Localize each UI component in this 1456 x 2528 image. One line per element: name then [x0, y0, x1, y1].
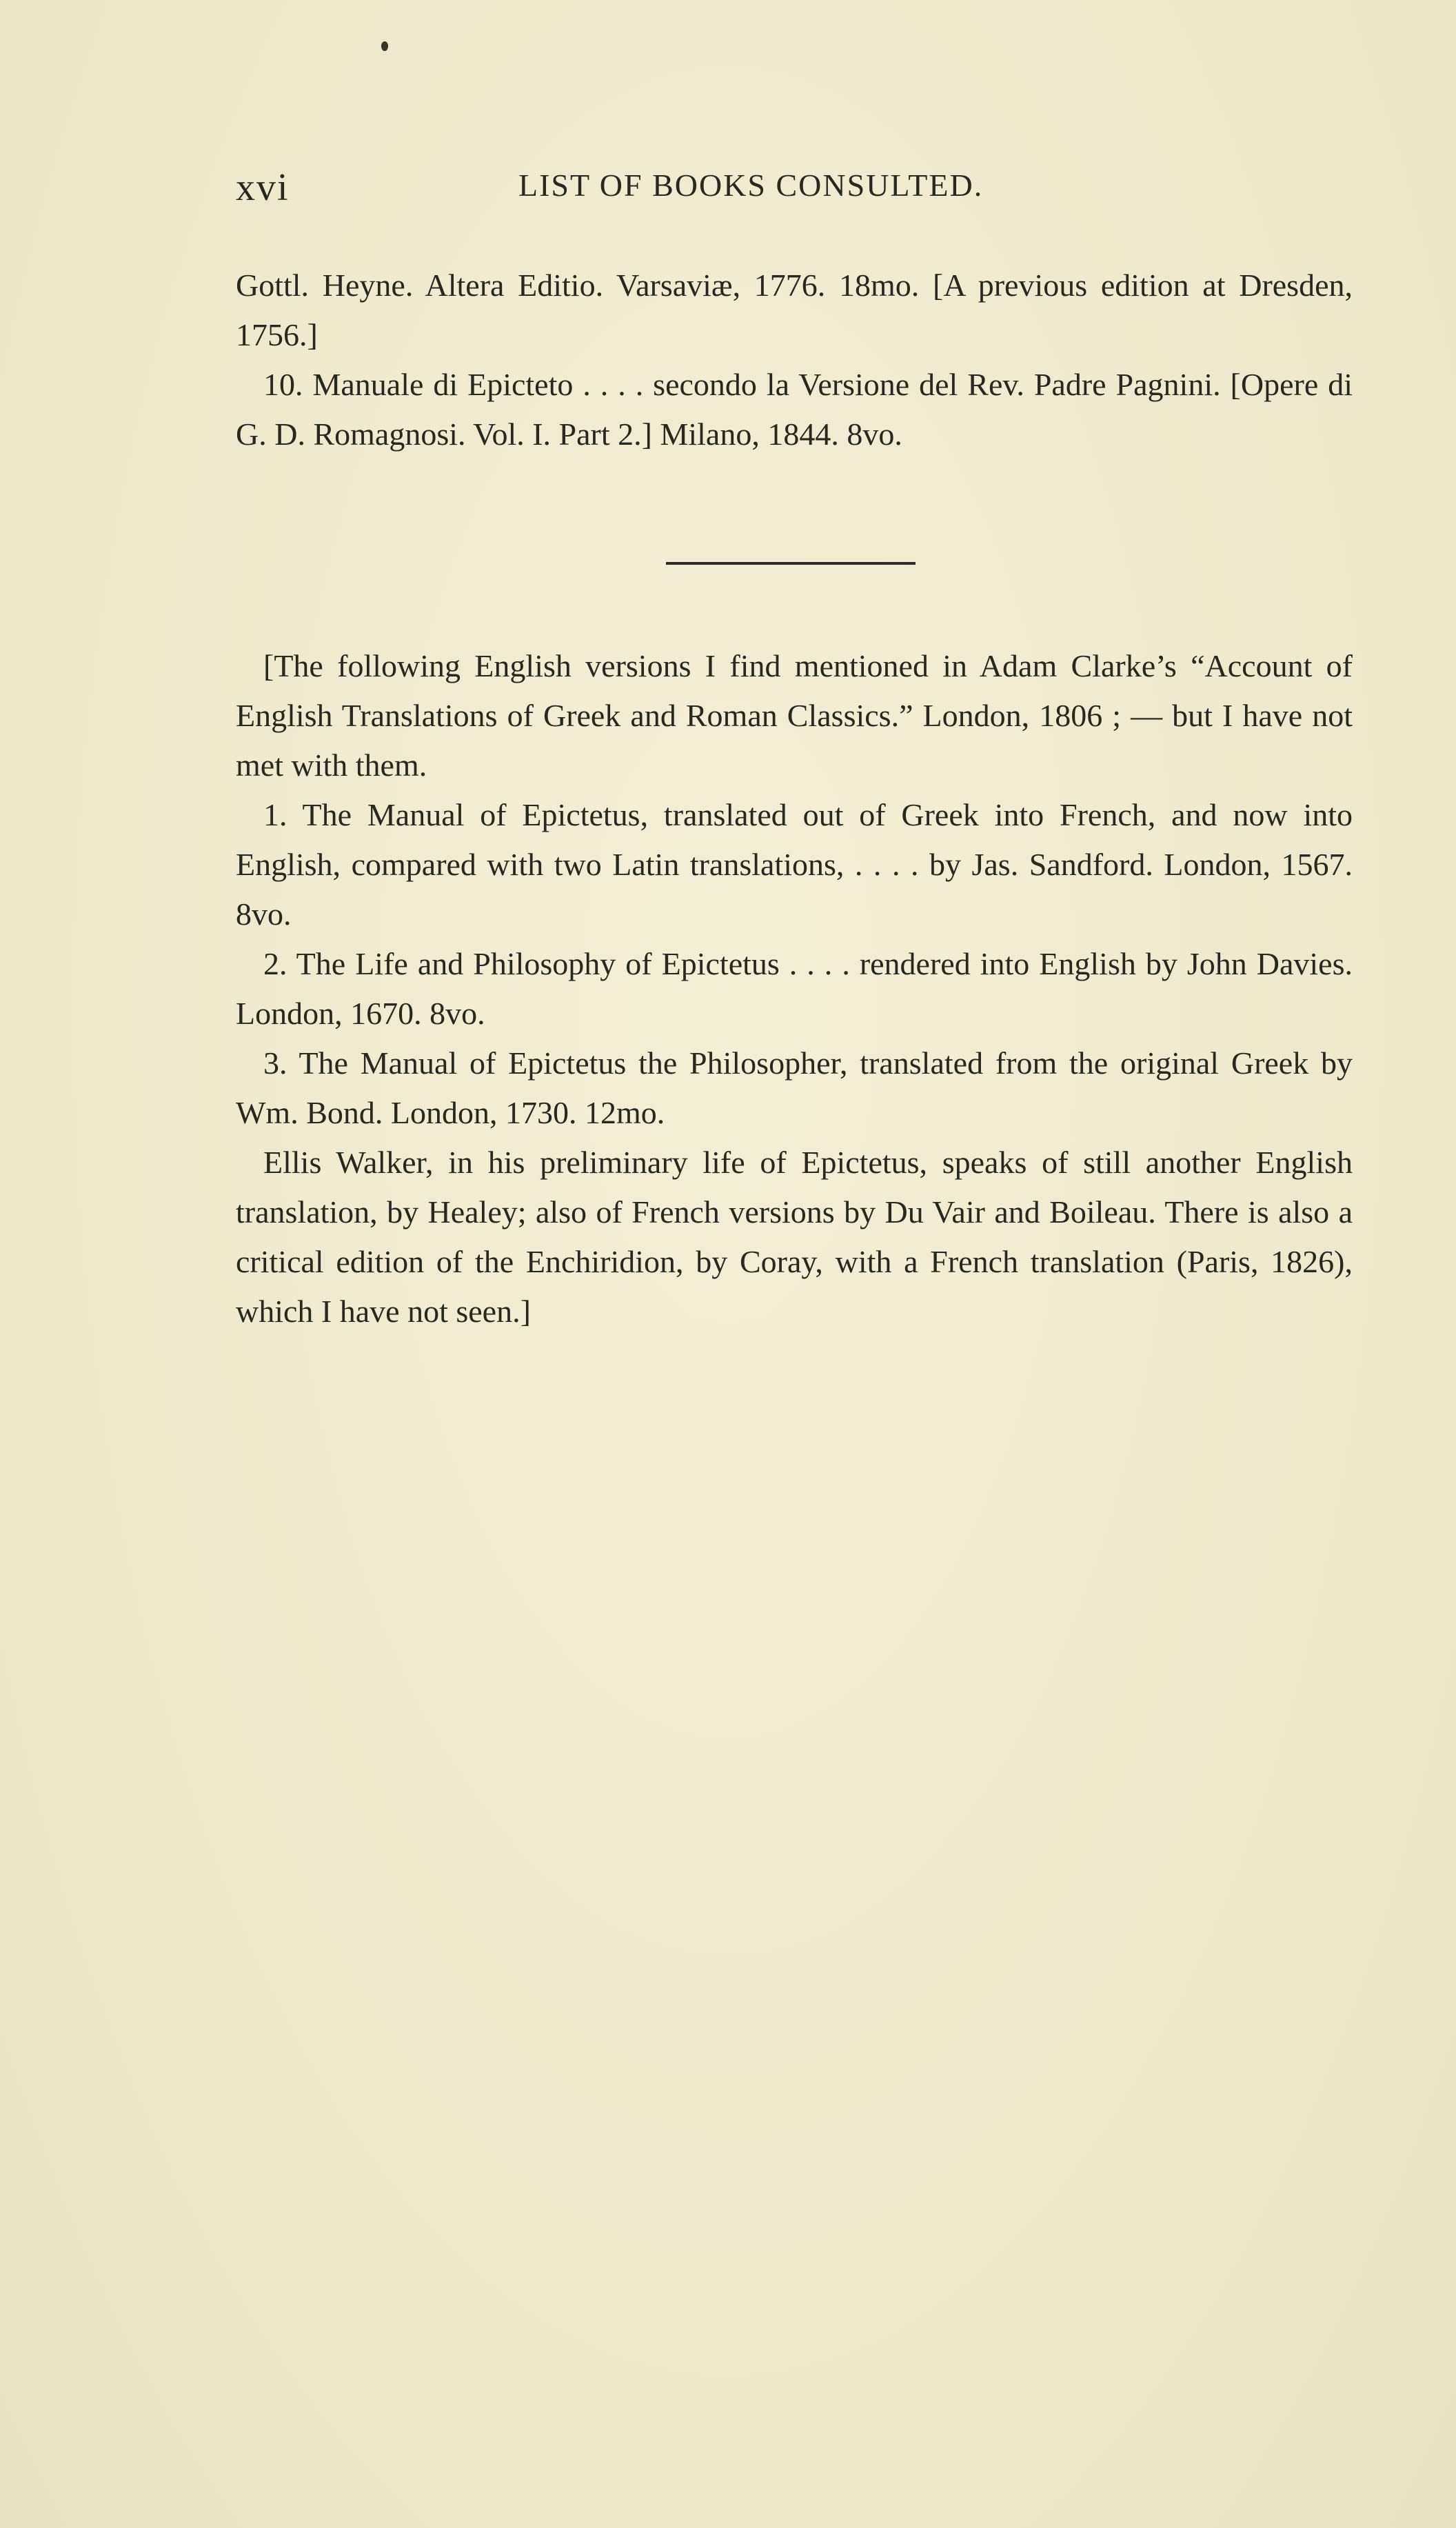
note-item-1: 1. The Manual of Epictetus, translated out of Greek into French, and now into English, compared with two Latin translations, . . . . by Jas. Sandford. London, 1567. 8vo.	[236, 797, 1353, 932]
page-header	[236, 165, 1353, 221]
section-divider	[666, 562, 916, 565]
entry-10: 10. Manuale di Epicteto . . . . secondo la Versione del Rev. Padre Pagnini. [Opere di G. D. Romagnosi. Vol. I. Part 2.] Milano, 1844. 8vo.	[236, 367, 1353, 452]
ink-speck	[381, 41, 388, 51]
bibliography-continued	[236, 261, 1353, 459]
english-versions-note	[236, 641, 1353, 1336]
note-item-3: 3. The Manual of Epictetus the Philosopher, translated from the original Greek by Wm. Bond. London, 1730. 12mo.	[236, 1045, 1353, 1130]
running-title: LIST OF BOOKS CONSULTED.	[518, 168, 984, 203]
note-intro: [The following English versions I find mentioned in Adam Clarke’s “Account of English Translations of Greek and Roman Classics.” London, 1806 ; — but I have not met with them.	[236, 648, 1353, 783]
note-item-2: 2. The Life and Philosophy of Epictetus . . . . rendered into English by John Davies. London, 1670. 8vo.	[236, 946, 1353, 1031]
note-closing: Ellis Walker, in his preliminary life of Epictetus, speaks of still another English translation, by Healey; also of French versions by Du Vair and Boileau. There is also a critical edition of the Enchiridion, by Coray, with a French translation (Paris, 1826), which I have not seen.]	[236, 1145, 1353, 1329]
page-number: xvi	[236, 166, 290, 209]
continued-entry: Gottl. Heyne. Altera Editio. Varsaviæ, 1776. 18mo. [A previous edition at Dresden, 1756.]	[236, 268, 1353, 352]
